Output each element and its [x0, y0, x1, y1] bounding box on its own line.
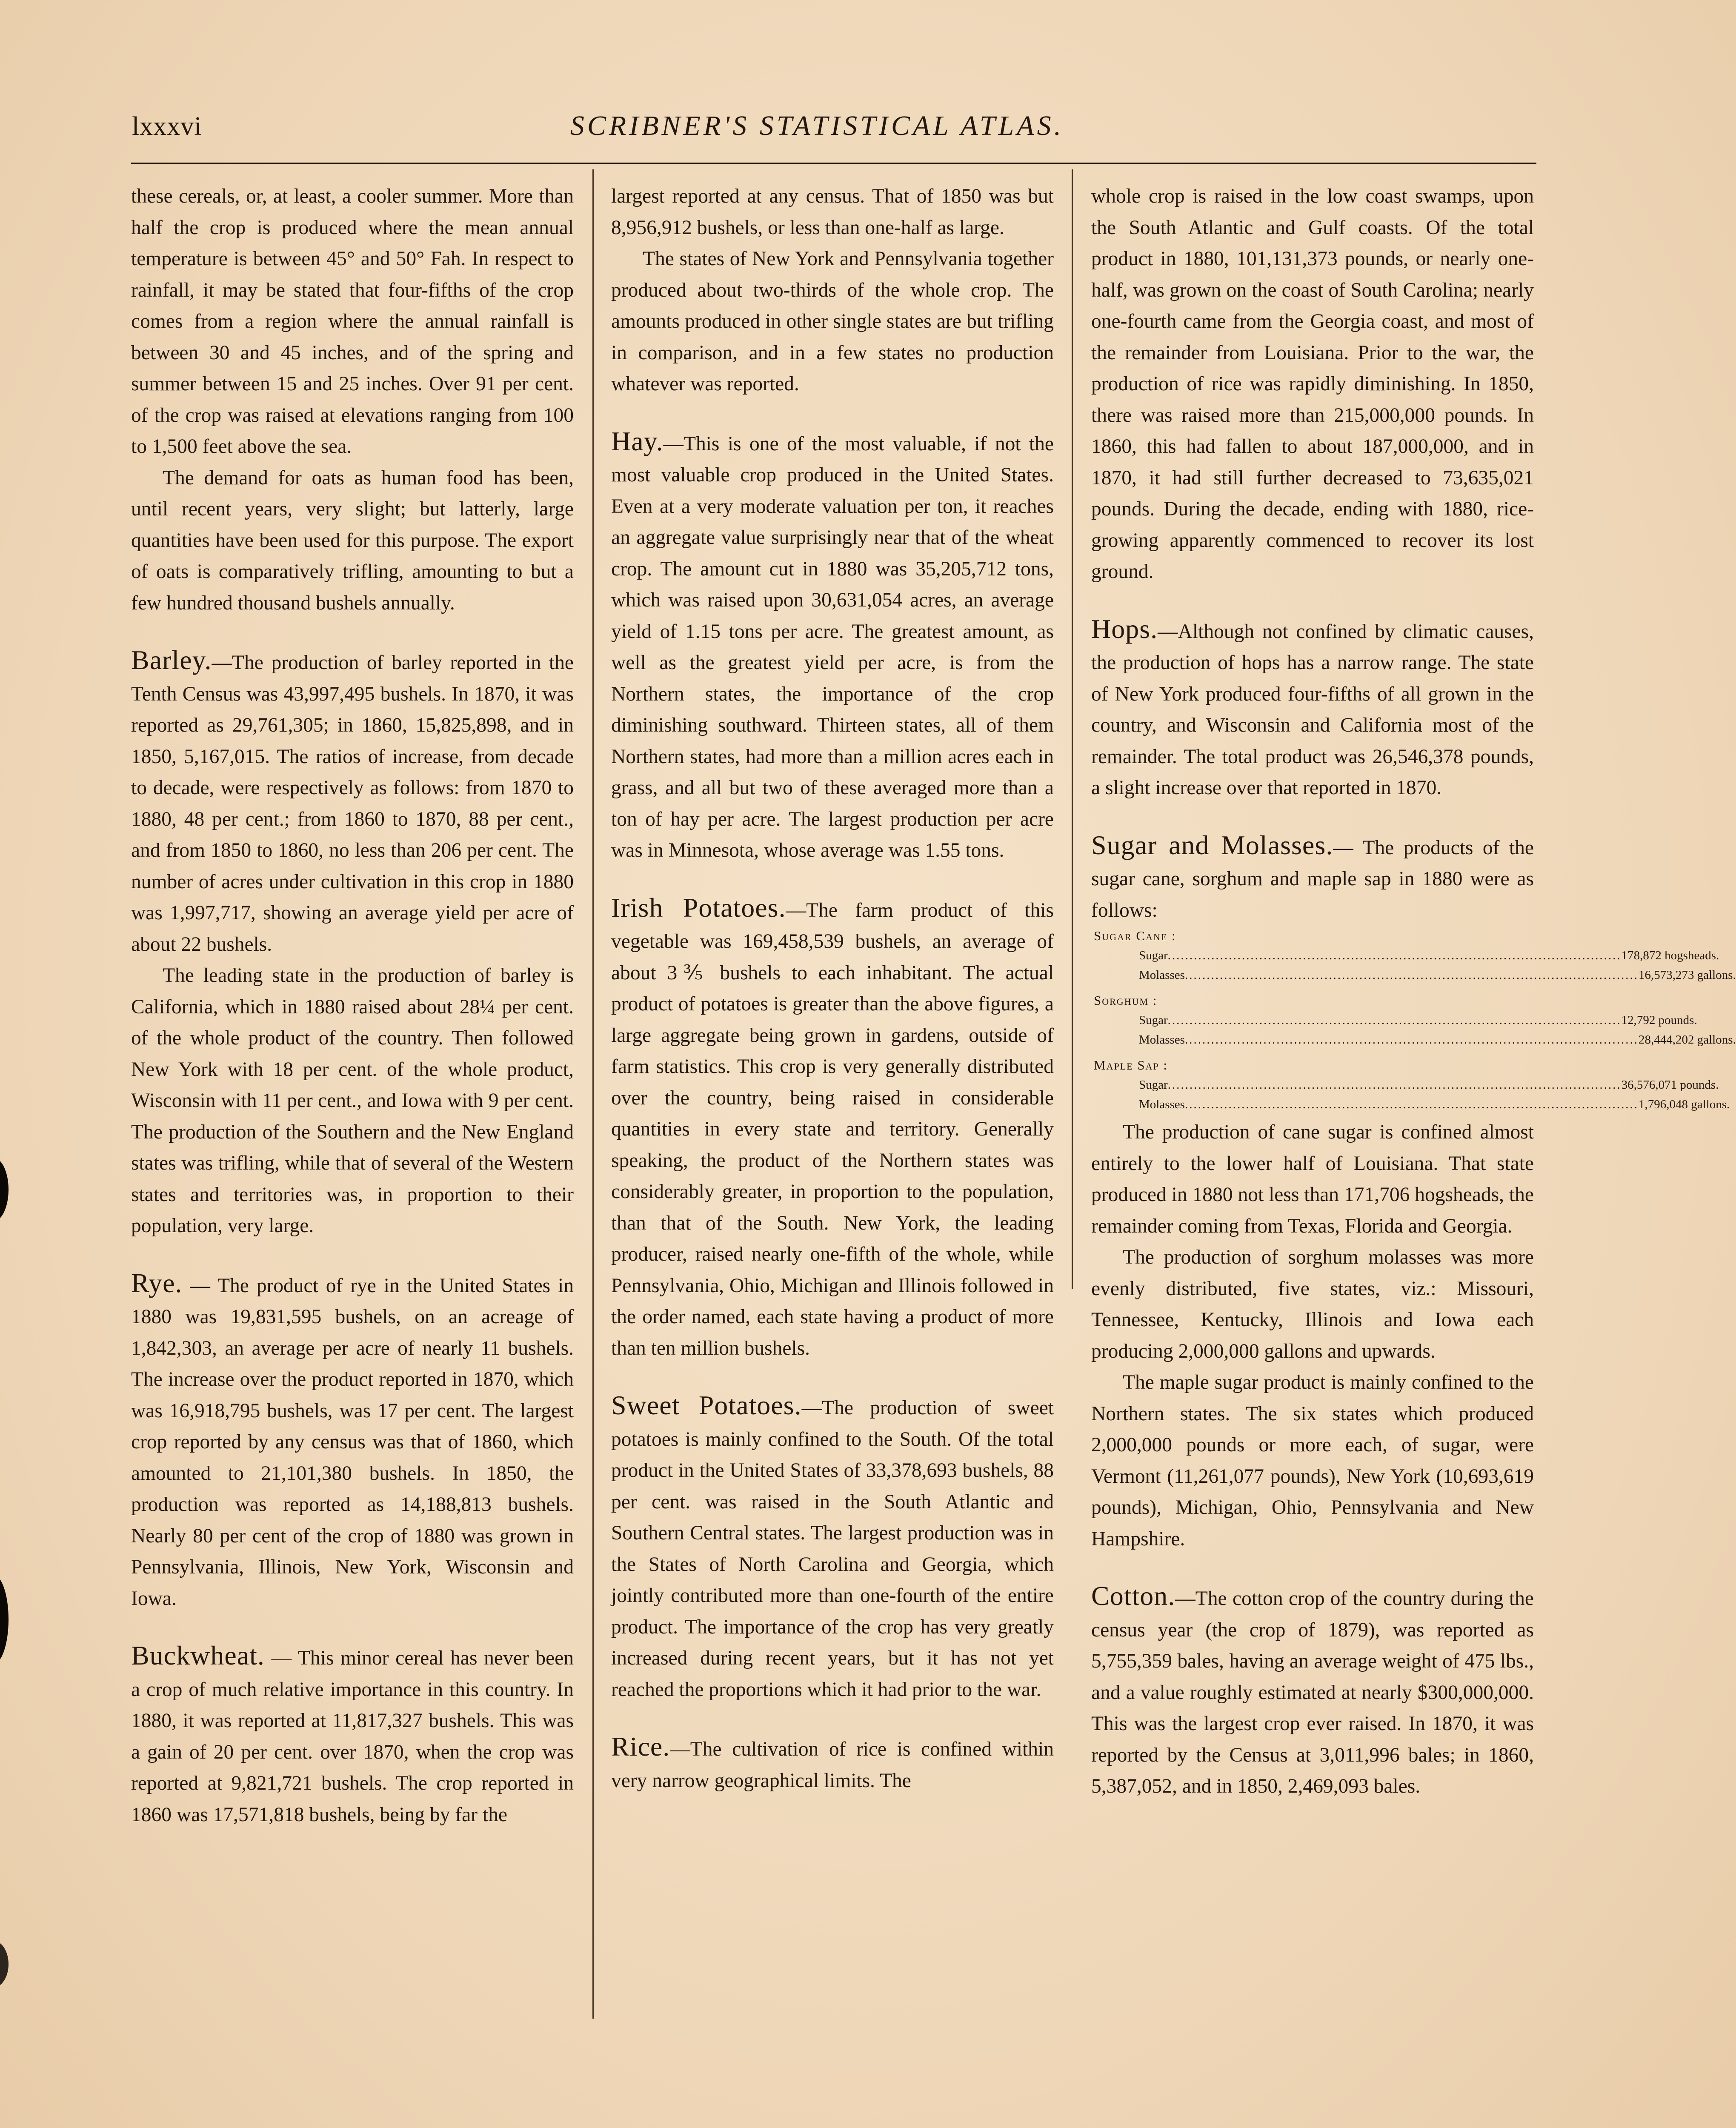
table-row: [1091, 1010, 1697, 1030]
hay-section: [611, 426, 1054, 867]
paragraph-text: —This is one of the most valuable, if not the most valuable crop produced in the United States. Even at a very moderate valuation per ton, it reaches an aggregate value surprisingly near that of the wheat crop. The amount cut in 1880 was 35,205,712 tons, which was raised upon 30,631,054 acres, an average yield of 1.15 tons per acre. The greatest amount, as well as the greatest yield per acre, is from the Northern states, the importance of the crop diminishing southward. Thirteen states, all of them Northern states, had more than a million acres each in grass, and all but two of these averaged more than a ton of hay per acre. The largest production per acre was in Minnesota, whose average was 1.55 tons.: [611, 432, 1054, 861]
paragraph: The leading state in the production of barley is California, which in 1880 raised about 28¼ per cent. of the whole product of the country. Then followed New York with 18 per cent. of the whole product, Wisconsin with 11 per cent., and Iowa with 9 per cent. The production of the Southern and the New England states was trifling, while that of several of the Western states and territories was, in proportion to their population, very large.: [131, 964, 574, 1237]
section-heading: Rye.: [131, 1267, 183, 1298]
cotton-section: [1091, 1580, 1534, 1802]
binding-hole-mark: [0, 1941, 9, 1988]
table-row: [1091, 1075, 1719, 1095]
binding-hole-mark: [0, 1575, 9, 1664]
rye-section: [131, 1267, 574, 1615]
hops-section: [1091, 613, 1534, 804]
barley-section: [131, 644, 574, 960]
paragraph: these cereals, or, at least, a cooler summer. More than half the crop is produced where the mean annual temperature is between 45° and 50° Fah. In respect to rainfall, it may be stated that four-fifths of the crop comes from a region where the annual rainfall is between 30 and 45 inches, and of the spring and summer between 15 and 25 inches. Over 91 per cent. of the crop was raised at elevations ranging from 100 to 1,500 feet above the sea.: [131, 185, 574, 458]
page-number: lxxxvi: [132, 112, 202, 141]
paragraph-text: —The production of barley reported in the Tenth Census was 43,997,495 bushels. In 1870, it was reported as 29,761,305; in 1860, 15,825,898, and in 1850, 5,167,015. The ratios of increase, from decade to decade, were respectively as follows: from 1870 to 1880, 48 per cent.; from 1860 to 1870, 88 per cent., and from 1850 to 1860, no less than 206 per cent. The number of acres under cultivation in this crop in 1880 was 1,997,717, showing an average yield per acre of about 22 bushels.: [131, 652, 574, 955]
leader-dots: ........................................................................................................: [1167, 949, 1622, 962]
row-label: Sugar: [1139, 1013, 1168, 1027]
paragraph-text: —Although not confined by climatic causes, the production of hops has a narrow range. The state of New York produced four-fifths of all grown in the country, and Wisconsin and California most of the remainder. The total product was 26,546,378 pounds, a slight increase over that reported in 1870.: [1091, 620, 1534, 799]
paragraph: largest reported at any census. That of 1850 was but 8,956,912 bushels, or less than one-half as large.: [611, 185, 1054, 239]
paragraph-text: — The product of rye in the United States in 1880 was 19,831,595 bushels, on an acreage of 1,842,303, an average per acre of nearly 11 bushels. The increase over the product reported in 1870, which was 16,918,795 bushels, was 17 per cent. The largest crop reported by any census was that of 1860, which amounted to 21,101,380 bushels. In 1850, the production was reported as 14,188,813 bushels. Nearly 80 per cent of the crop of 1880 was grown in Pennsylvania, Illinois, New York, Wisconsin and Iowa.: [131, 1274, 574, 1610]
paragraph: The states of New York and Pennsylvania together produced about two-thirds of the whole crop. The amounts produced in other single states are but trifling in comparison, and in a few states no production whatever was reported.: [611, 248, 1054, 395]
table-row: [1091, 1095, 1730, 1114]
paragraph-text: — This minor cereal has never been a crop of much relative importance in this country. In 1880, it was reported at 11,817,327 bushels. This was a gain of 20 per cent. over 1870, when the crop was reported at 9,821,721 bushels. The crop reported in 1860 was 17,571,818 bushels, being by far the: [131, 1647, 574, 1826]
header-rule: [131, 163, 1536, 164]
row-label: Molasses: [1139, 1098, 1185, 1111]
table-category: Maple Sap :: [1094, 1058, 1168, 1073]
section-heading: Cotton.: [1091, 1581, 1175, 1611]
paragraph: The production of cane sugar is confined almost entirely to the lower half of Louisiana. That state produced in 1880 not less than 171,706 hogsheads, the remainder coming from Texas, Florida and Georgia.: [1091, 1121, 1534, 1237]
paragraph-text: —The farm product of this vegetable was 169,458,539 bushels, an average of about 3⅗ bushels to each inhabitant. The actual product of potatoes is greater than the above figures, a large aggregate being grown in gardens, outside of farm statistics. This crop is very generally distributed over the country, being raised in considerable quantities in every state and territory. Generally speaking, the product of the Northern states was considerably greater, in proportion to the population, than that of the South. New York, the leading producer, raised nearly one-fifth of the whole, while Pennsylvania, Ohio, Michigan and Illinois followed in the order named, each state having a product of more than ten million bushels.: [611, 899, 1054, 1359]
section-heading: Sweet Potatoes.: [611, 1390, 802, 1420]
running-title: SCRIBNER'S STATISTICAL ATLAS.: [570, 110, 1064, 141]
leader-dots: ........................................................................................................: [1184, 968, 1639, 982]
row-value: 16,573,273 gallons.: [1638, 968, 1736, 982]
leader-dots: ........................................................................................................: [1184, 1033, 1639, 1047]
section-heading: Barley.: [131, 645, 212, 675]
paragraph: whole crop is raised in the low coast swamps, upon the South Atlantic and Gulf coasts. Of the total product in 1880, 101,131,373 pounds, or nearly one-half, was grown on the coast of South Carolina; nearly one-fourth came from the Georgia coast, and most of the remainder from Louisiana. Prior to the war, the production of rice was rapidly diminishing. In 1850, there was raised more than 215,000,000 pounds. In 1860, this had fallen to about 187,000,000, and in 1870, it had still further decreased to 73,635,021 pounds. During the decade, ending with 1880, rice-growing apparently commenced to recover its lost ground.: [1091, 185, 1534, 583]
section-heading: Sugar and Molasses.: [1091, 829, 1333, 860]
irish-potatoes-section: [611, 892, 1054, 1364]
paragraph: The maple sugar product is mainly confined to the Northern states. The six states which produced 2,000,000 pounds or more each, of sugar, were Vermont (11,261,077 pounds), New York (10,693,619 pounds), Michigan, Ohio, Pennsylvania and New Hampshire.: [1091, 1371, 1534, 1550]
row-label: Molasses: [1139, 1033, 1185, 1047]
column-2: [611, 181, 1054, 1796]
column-rule: [1072, 169, 1073, 1289]
column-3: [1091, 181, 1736, 1802]
table-row: [1091, 965, 1736, 985]
table-row: [1091, 1030, 1736, 1050]
row-value: 12,792 pounds.: [1621, 1013, 1697, 1027]
section-heading: Hops.: [1091, 613, 1158, 644]
paragraph: The production of sorghum molasses was more evenly distributed, five states, viz.: Missouri, Tennessee, Kentucky, Illinois and Iowa each producing 2,000,000 gallons and upwards.: [1091, 1246, 1534, 1362]
row-label: Sugar: [1139, 949, 1168, 962]
table-row: [1091, 946, 1719, 965]
section-heading: Buckwheat.: [131, 1640, 265, 1670]
row-value: 36,576,071 pounds.: [1621, 1078, 1719, 1092]
section-heading: Rice.: [611, 1731, 670, 1762]
leader-dots: ........................................................................................................: [1167, 1078, 1622, 1092]
sugar-table: [1091, 926, 1736, 1114]
column-1: [131, 181, 574, 1831]
table-category: Sorghum :: [1094, 993, 1158, 1008]
paragraph-text: —The production of sweet potatoes is mainly confined to the South. Of the total product in the United States of 33,378,693 bushels, 88 per cent. was raised in the South Atlantic and Southern Central states. The largest production was in the States of North Carolina and Georgia, which jointly contributed more than one-fourth of the entire product. The importance of the crop has very greatly increased during recent years, but it has not yet reached the proportions which it had prior to the war.: [611, 1397, 1054, 1701]
row-label: Molasses: [1139, 968, 1185, 982]
row-value: 1,796,048 gallons.: [1638, 1098, 1730, 1111]
binding-hole-mark: [0, 1158, 9, 1221]
paragraph-text: —The cultivation of rice is confined within very narrow geographical limits. The: [611, 1738, 1054, 1792]
paragraph-text: — The products of the sugar cane, sorghum and maple sap in 1880 were as follows:: [1091, 836, 1534, 921]
sweet-potatoes-section: [611, 1390, 1054, 1705]
table-category: Sugar Cane :: [1094, 928, 1176, 943]
rice-section: [611, 1731, 1054, 1796]
leader-dots: ........................................................................................................: [1184, 1098, 1639, 1111]
row-value: 178,872 hogsheads.: [1621, 949, 1719, 962]
sugar-molasses-section: [1091, 829, 1534, 927]
buckwheat-section: [131, 1640, 574, 1831]
row-label: Sugar: [1139, 1078, 1168, 1092]
section-heading: Irish Potatoes.: [611, 892, 786, 923]
paragraph: The demand for oats as human food has been, until recent years, very slight; but latterly, large quantities have been used for this purpose. The export of oats is comparatively trifling, amounting to but a few hundred thousand bushels annually.: [131, 466, 574, 614]
row-value: 28,444,202 gallons.: [1638, 1033, 1736, 1047]
leader-dots: ........................................................................................................: [1167, 1013, 1622, 1027]
column-rule: [592, 169, 594, 2019]
section-heading: Hay.: [611, 426, 664, 456]
paragraph-text: —The cotton crop of the country during the census year (the crop of 1879), was reported as 5,755,359 bales, having an average weight of 475 lbs., and a value roughly estimated at nearly $300,000,000. This was the largest crop ever raised. In 1870, it was reported by the Census at 3,011,996 bales; in 1860, 5,387,052, and in 1850, 2,469,093 bales.: [1091, 1587, 1534, 1797]
